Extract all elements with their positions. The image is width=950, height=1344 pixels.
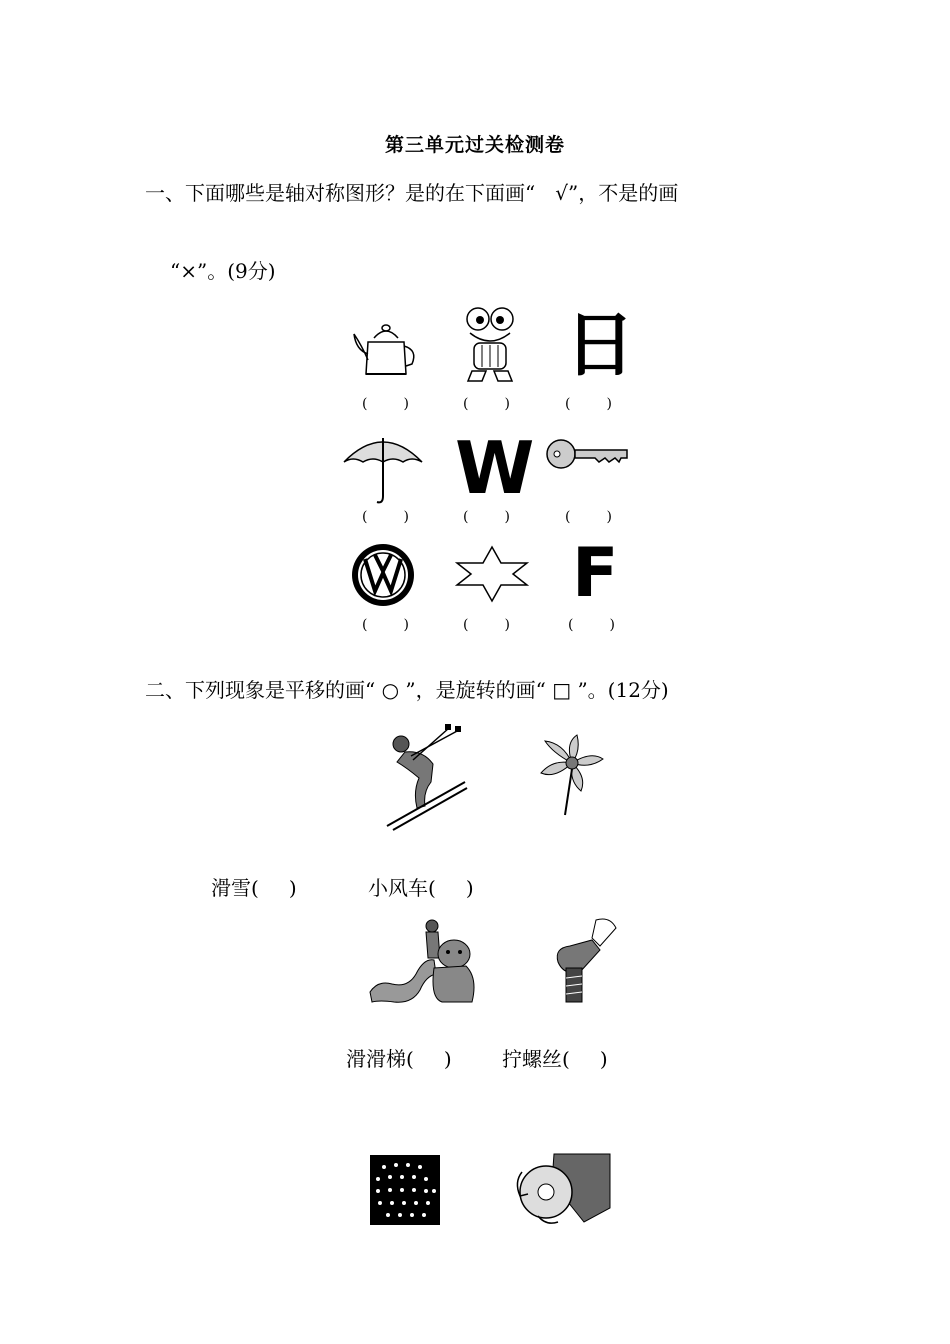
answer-paren-7[interactable]: ( ) bbox=[362, 617, 409, 633]
answer-paren-6[interactable]: ( ) bbox=[565, 509, 612, 525]
page-title: 第三单元过关检测卷 bbox=[384, 134, 565, 156]
label-skiing[interactable]: 滑雪( ) bbox=[211, 876, 297, 900]
pinwheel-icon bbox=[535, 733, 609, 817]
answer-paren-1[interactable]: ( ) bbox=[362, 396, 409, 412]
slide-icon bbox=[368, 918, 478, 1006]
letter-f: F bbox=[572, 534, 619, 613]
frog-icon bbox=[460, 305, 520, 385]
disco-ball-icon bbox=[370, 1155, 440, 1225]
letter-w: W bbox=[455, 426, 535, 510]
question-2-line: 二、下列现象是平移的画“ ○ ”，是旋转的画“ □ ”。(12分) bbox=[145, 678, 669, 702]
character-ri: 日 bbox=[565, 304, 635, 386]
answer-paren-9[interactable]: ( ) bbox=[568, 617, 615, 633]
answer-paren-3[interactable]: ( ) bbox=[565, 396, 612, 412]
vw-logo-icon bbox=[351, 543, 415, 607]
answer-paren-4[interactable]: ( ) bbox=[362, 509, 409, 525]
umbrella-icon bbox=[342, 432, 424, 506]
answer-paren-5[interactable]: ( ) bbox=[463, 509, 510, 525]
star-of-david-icon bbox=[455, 545, 529, 603]
key-icon bbox=[545, 434, 631, 474]
screw-icon bbox=[550, 916, 618, 1006]
answer-paren-8[interactable]: ( ) bbox=[463, 617, 510, 633]
skier-icon bbox=[383, 722, 469, 832]
cd-player-icon bbox=[512, 1152, 612, 1228]
label-screw[interactable]: 拧螺丝( ) bbox=[502, 1047, 608, 1071]
teapot-icon bbox=[350, 320, 422, 380]
question-1-line-1: 一、下面哪些是轴对称图形？是的在下面画“ √”，不是的画 bbox=[145, 181, 679, 205]
label-slide[interactable]: 滑滑梯( ) bbox=[346, 1047, 452, 1071]
answer-paren-2[interactable]: ( ) bbox=[463, 396, 510, 412]
label-pinwheel[interactable]: 小风车( ) bbox=[368, 876, 474, 900]
question-1-line-2: “×”。(9分) bbox=[170, 259, 276, 283]
